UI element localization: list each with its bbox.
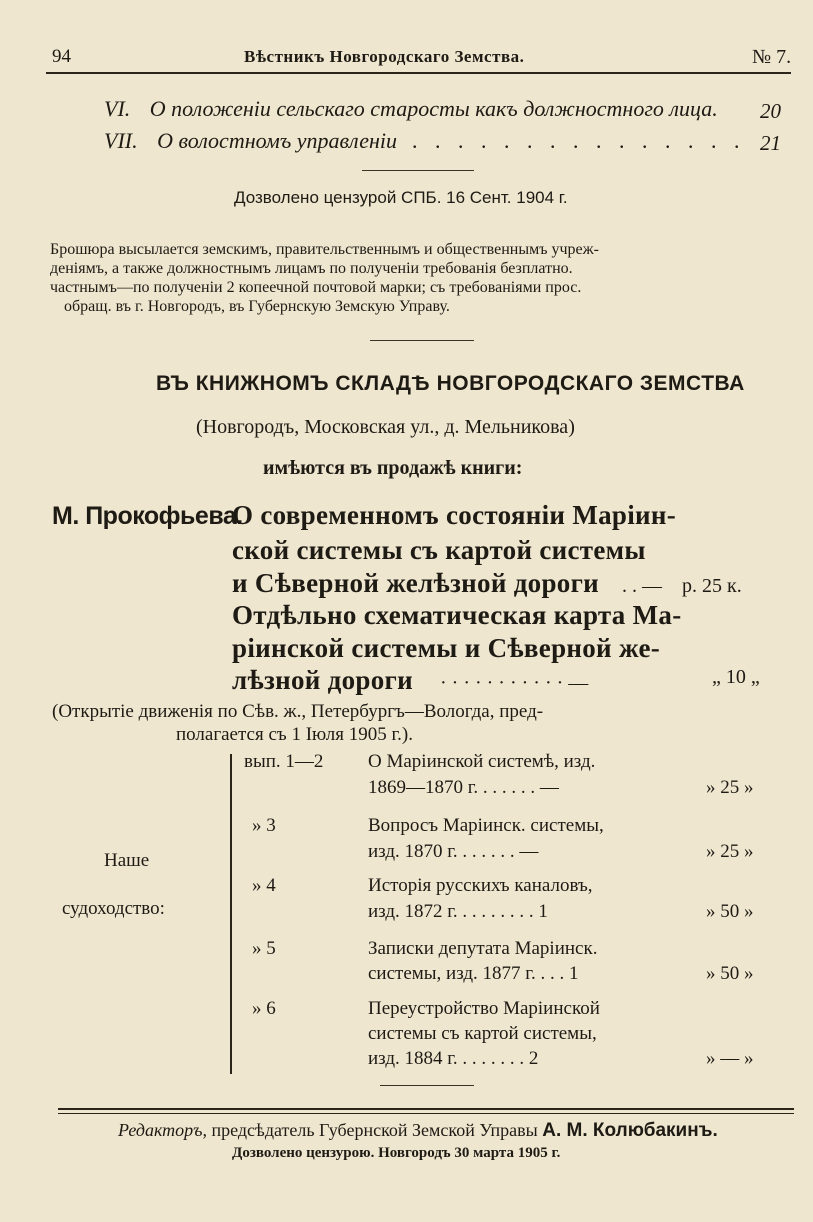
on-sale-label: имѣются въ продажѣ книги:: [263, 457, 523, 479]
issue-number: № 7.: [752, 46, 792, 68]
separator-rule: [380, 1085, 474, 1086]
footer-rule: [58, 1113, 794, 1114]
toc-title: О волостномъ управленіи: [157, 128, 397, 153]
series-title: изд. 1872 г. . . . . . . . . 1: [368, 901, 548, 922]
editor-line: [118, 1120, 718, 1142]
series-issue: » 6: [252, 998, 276, 1019]
separator-rule: [362, 170, 474, 171]
book-author: М. Прокофьева.: [52, 502, 243, 530]
book2-line: лѣзной дороги: [232, 665, 413, 695]
book2-line: Отдѣльно схематическая карта Ма-: [232, 600, 682, 630]
book1-line: О современномъ состояніи Маріин-: [232, 500, 677, 530]
notice-line: Брошюра высылается земскимъ, правительственнымъ и общественнымъ учреж-: [50, 241, 600, 258]
series-title: Вопросъ Маріинск. системы,: [368, 815, 604, 836]
store-heading: ВЪ КНИЖНОМЪ СКЛАДѢ НОВГОРОДСКАГО ЗЕМСТВА: [156, 372, 745, 395]
store-address: (Новгородъ, Московская ул., д. Мельникова): [196, 416, 575, 438]
toc-entry-6: [104, 96, 718, 122]
book2-price: „ 10 „: [712, 666, 760, 688]
notice-line: деніямъ, а также должностнымъ лицамъ по полученіи требованія безплатно.: [50, 260, 573, 277]
series-label: Наше: [104, 850, 150, 871]
railway-note-line: полагается съ 1 Іюля 1905 г.).: [176, 724, 413, 745]
series-label: судоходство:: [62, 898, 165, 919]
print-approval: Дозволено цензурою. Новгородъ 30 марта 1905 г.: [232, 1145, 561, 1161]
series-issue: » 3: [252, 815, 276, 836]
series-title: 1869—1870 г. . . . . . . —: [368, 777, 559, 798]
brochure-notice: [50, 240, 800, 316]
editor-name: А. М. Колюбакинъ.: [542, 1120, 718, 1141]
toc-roman: VI.: [104, 96, 131, 121]
footer-rule: [58, 1108, 794, 1110]
series-price: » 50 »: [706, 963, 754, 984]
header-rule: [46, 72, 791, 74]
series-title: изд. 1884 г. . . . . . . . 2: [368, 1048, 539, 1069]
editor-position: предсѣдатель Губернской Земской Управы: [211, 1120, 538, 1140]
book1-line: ской системы съ картой системы: [232, 535, 646, 565]
separator-rule: [370, 340, 474, 341]
railway-note-line: (Открытіе движенія по Сѣв. ж., Петербургъ—Вологда, пред-: [52, 701, 544, 722]
editor-role: Редакторъ,: [118, 1120, 208, 1140]
series-price: » 25 »: [706, 841, 754, 862]
series-title: Исторія русскихъ каналовъ,: [368, 875, 593, 896]
book2-dots: · · · · · · · · · · · —: [440, 672, 589, 694]
series-title: системы, изд. 1877 г. . . . 1: [368, 963, 579, 984]
toc-title: О положеніи сельскаго старосты какъ должностного лица.: [149, 96, 718, 121]
series-brace: [230, 754, 232, 1074]
notice-line: обращ. въ г. Новгородъ, въ Губернскую Земскую Управу.: [64, 298, 450, 315]
series-issue: вып. 1—2: [244, 751, 324, 772]
series-issue: » 5: [252, 938, 276, 959]
series-title: системы съ картой системы,: [368, 1023, 597, 1044]
censorship-note: Дозволено цензурой СПБ. 16 Сент. 1904 г.: [234, 188, 568, 207]
toc-page: 21: [760, 131, 781, 155]
book2-line: ріинской системы и Сѣверной же-: [232, 633, 661, 663]
toc-page: 20: [760, 99, 781, 123]
series-price: » 25 »: [706, 777, 754, 798]
series-title: Записки депутата Маріинск.: [368, 938, 598, 959]
notice-line: частнымъ—по полученіи 2 копеечной почтовой марки; съ требованіями прос.: [50, 279, 582, 296]
series-price: » 50 »: [706, 901, 754, 922]
series-price: » — »: [706, 1048, 754, 1069]
journal-title: Вѣстникъ Новгородскаго Земства.: [244, 47, 525, 66]
toc-entry-7: [104, 128, 746, 154]
toc-dots: . . . . . . . . . . . . . . .: [412, 128, 746, 153]
book1-dots: . . —: [622, 575, 662, 597]
series-issue: » 4: [252, 875, 276, 896]
book1-line: и Сѣверной желѣзной дороги: [232, 568, 600, 598]
book1-price: р. 25 к.: [682, 575, 742, 597]
series-title: изд. 1870 г. . . . . . . —: [368, 841, 539, 862]
series-title: Переустройство Маріинской: [368, 998, 600, 1019]
page-number: 94: [52, 46, 71, 67]
toc-roman: VII.: [104, 128, 138, 153]
series-title: О Маріинской системѣ, изд.: [368, 751, 596, 772]
